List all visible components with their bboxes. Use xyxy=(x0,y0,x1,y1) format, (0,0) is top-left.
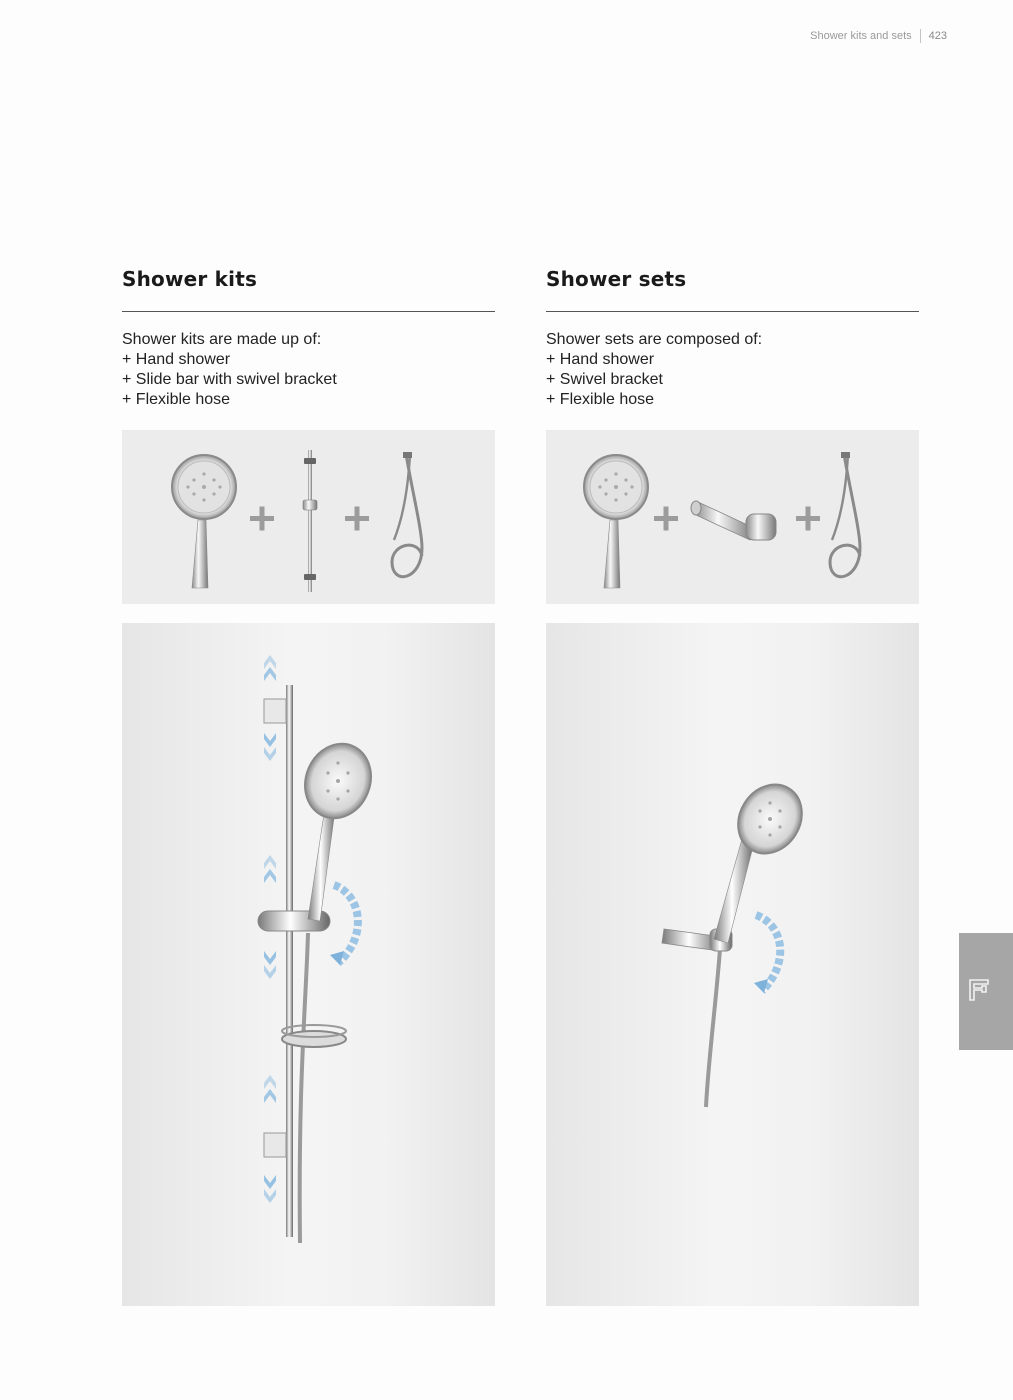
sets-item: + Swivel bracket xyxy=(546,371,663,388)
shower-set-photo xyxy=(546,623,919,1306)
plus-icon xyxy=(345,507,369,531)
kits-item: + Flexible hose xyxy=(122,391,231,408)
kits-item: + Hand shower xyxy=(122,351,231,368)
swivel-arrow-icon xyxy=(756,915,780,991)
section-title: Shower kits and sets xyxy=(810,30,912,42)
faucet-icon xyxy=(968,978,992,1002)
section-tab[interactable] xyxy=(959,933,1013,1050)
slide-bar-icon xyxy=(303,450,317,592)
kits-item: + Slide bar with swivel bracket xyxy=(122,371,337,388)
shower-sets-heading: Shower sets xyxy=(546,267,687,291)
shower-kits-heading: Shower kits xyxy=(122,267,258,291)
kit-components-panel xyxy=(122,430,495,604)
heading-rule xyxy=(546,311,919,312)
swivel-arrow-icon xyxy=(334,885,358,963)
sets-intro: Shower sets are composed of: xyxy=(546,331,763,348)
flexible-hose-icon xyxy=(392,452,422,577)
kits-intro: Shower kits are made up of: xyxy=(122,331,322,348)
heading-rule xyxy=(122,311,495,312)
sets-item: + Hand shower xyxy=(546,351,655,368)
set-components-panel xyxy=(546,430,919,604)
shower-kits-column xyxy=(122,264,495,410)
shower-kit-photo xyxy=(122,623,495,1306)
shower-sets-description xyxy=(546,330,919,410)
running-head xyxy=(810,29,947,43)
plus-icon xyxy=(654,507,678,531)
hand-shower-icon xyxy=(172,455,236,588)
swivel-bracket-icon xyxy=(691,501,776,540)
page-number: 423 xyxy=(928,30,947,42)
shower-sets-column xyxy=(546,264,919,410)
plus-icon xyxy=(796,507,820,531)
header-divider xyxy=(920,29,921,43)
shower-kits-description xyxy=(122,330,495,410)
hand-shower-icon xyxy=(584,455,648,588)
sets-item: + Flexible hose xyxy=(546,391,655,408)
flexible-hose-icon xyxy=(830,452,860,577)
plus-icon xyxy=(250,507,274,531)
